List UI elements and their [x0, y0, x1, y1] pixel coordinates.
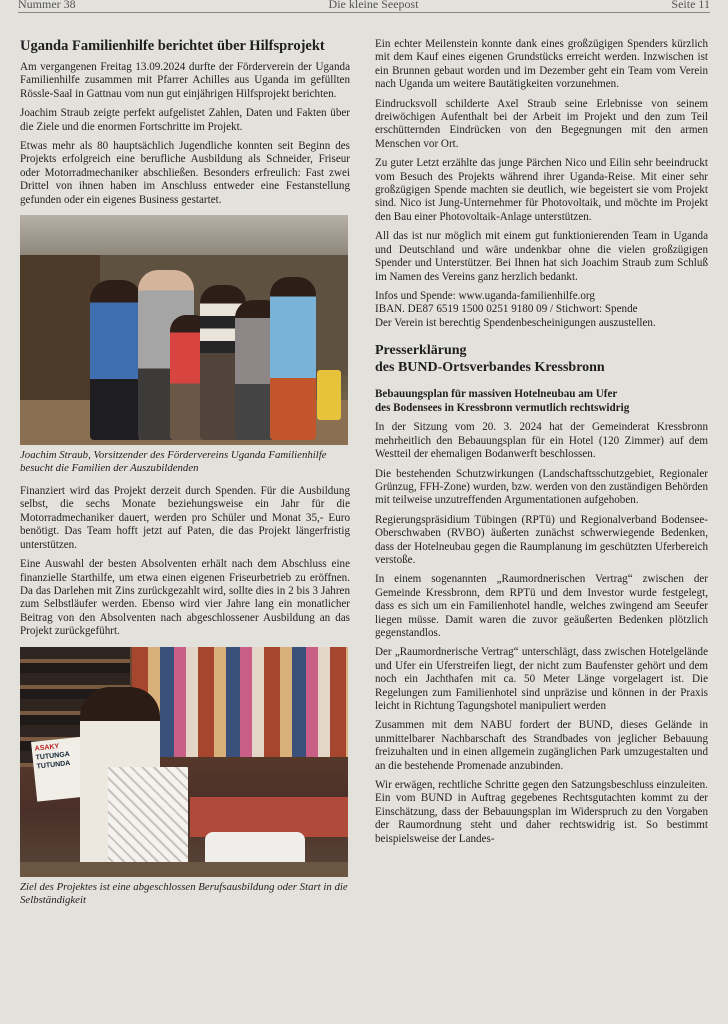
page-number: Seite 11: [671, 0, 710, 11]
sign-text: TUTUNGA: [35, 750, 71, 762]
article-paragraph: Der „Raumordnerische Vertrag“ unterschlägt, dass zwischen Hotelgelände und Ufer ein Uferstreifen liegt, der nicht zum Baufenster gehört und dem noch ein Jachthafen mit ca. 50 Meter Länge vorgelagert ist. Die Regelungen zum Familienhotel sind unpräzise und können in der Praxis leicht in Richtung Tagungshotel manipuliert werden: [375, 646, 708, 713]
press-release-title: [375, 342, 708, 376]
article-paragraph: Eindrucksvoll schilderte Axel Straub seine Erlebnisse von seinem dreiwöchigen Aufenthalt bei der Arbeit im Projekt und den zum Teil erschütternden Eindrücken von den Begegnungen mit den armen Menschen vor Ort.: [375, 97, 708, 150]
photo-tailor-shop: [20, 647, 348, 877]
photo-roof: [20, 215, 348, 255]
publication-title: Die kleine Seepost: [328, 0, 419, 11]
photo-floor: [20, 862, 348, 877]
article-paragraph: Zu guter Letzt erzählte das junge Pärchen Nico und Eilin sehr beeindruckt vom Besuch des Projekts während ihrer Uganda-Reise. Mit einer sehr großzügigen Spende machten sie deutlich, wie begeistert sie vom Projekt sind. Nico ist Jung-Unternehmer für Photovoltaik, und möchte im Projekt den Bau einer Photovoltaik-Anlage unterstützen.: [375, 157, 708, 223]
donation-info-iban: IBAN. DE87 6519 1500 0251 9180 09 / Stichwort: Spende: [375, 303, 638, 316]
subhead-line: Bebauungsplan für massiven Hotelneubau am Ufer: [375, 388, 618, 401]
article-paragraph: Zusammen mit dem NABU fordert der BUND, dieses Gelände in unmittelbarer Nachbarschaft des Strandbades von jeglicher Bebauung freizuhalten und in einen allgemein zugänglichen Park umzugestalten und an die bestehende Promenade anzubinden.: [375, 719, 708, 772]
photo-person: [90, 280, 142, 440]
sign-text: TUTUNDA: [36, 759, 71, 771]
press-release-title-line: des BUND-Ortsverbandes Kressbronn: [375, 360, 605, 376]
photo-caption: Joachim Straub, Vorsitzender des Fördervereins Uganda Familienhilfe besucht die Familien der Auszubildenden: [20, 449, 327, 475]
photo-jerrycan: [317, 370, 341, 420]
article-paragraph: Die bestehenden Schutzwirkungen (Landschaftsschutzgebiet, Regionaler Grünzug, FFH-Zone) wurden, bzw. werden von den zuständigen Behörden mit teilweise unzutreffenden Argumentationen aufgehoben.: [375, 467, 708, 507]
photo-held-fabric: [108, 767, 188, 867]
article-paragraph: Eine Auswahl der besten Absolventen erhält nach dem Abschluss eine finanzielle Starthilfe, um etwa einen eigenen Friseurbetrieb zu eröffnen. Da das Darlehen mit Zins zurückgezahlt wird, sollte dies in 2 bis 3 Jahren zum Selbstläufer werden. Ebenso wird vier Jahre lang ein monatlicher Beitrag von den Absolventen nach abgeschlossener Ausbildung an das Projekt zurückgeführt.: [20, 558, 350, 638]
article-paragraph: Regierungspräsidium Tübingen (RPTü) und Regionalverband Bodensee-Oberschwaben (RVBO) äußerten zunächst schwerwiegende Bedenken, dass der Hotelneubau gegen die Raumplanung im geschützten Uferbereich verstoße.: [375, 513, 708, 566]
article-paragraph: Wir erwägen, rechtliche Schritte gegen den Satzungsbeschluss einzuleiten. Ein vom BUND in Auftrag gegebenes Rechtsgutachten kommt zu der Einschätzung, dass der Bebauungsplan im Widerspruch zu den Vorgaben der Raumordnung steht und daher rechtswidrig ist. So bestimmt beispielsweise der Landes-: [375, 779, 708, 845]
subhead-line: des Bodensees in Kressbronn vermutlich rechtswidrig: [375, 401, 630, 414]
right-column: [375, 38, 708, 1024]
article-paragraph: Joachim Straub zeigte perfekt aufgelistet Zahlen, Daten und Fakten über die Ziele und die enormen Fortschritte im Projekt.: [20, 107, 350, 133]
photo-table: [190, 797, 348, 837]
photo-fabric-rack: [132, 647, 348, 757]
article-paragraph: Finanziert wird das Projekt derzeit durch Spenden. Für die Ausbildung selbst, die sechs Monate beziehungsweise ein Jahr für die Motorradmechaniker dauert, werden pro Schüler und Monat 35,- Euro benötigt. Das Team hofft jetzt auf Paten, die das Projekt längerfristig unterstützen.: [20, 485, 350, 551]
photo-group-visit: [20, 215, 348, 445]
donation-info-website: Infos und Spende: www.uganda-familienhilfe.org: [375, 289, 595, 302]
sign-text: ASAKY: [34, 742, 60, 753]
left-column: [20, 38, 350, 1024]
photo-hut-wall: [20, 255, 100, 405]
article-paragraph: Ein echter Meilenstein konnte dank eines großzügigen Spenders kürzlich mit dem Kauf eines eigenen Grundstücks erreicht werden. Inzwischen ist ein Brunnen gebaut worden und im Dezember geht ein Team vom Verein nach Uganda um weitere Bautätigkeiten vorzunehmen.: [375, 38, 708, 91]
article-paragraph: Am vergangenen Freitag 13.09.2024 durfte der Förderverein der Uganda Familienhilfe zusammen mit Pfarrer Achilles aus Uganda im gefüllten Rössle-Saal in Gattnau vom nun gut einjährigen Hilfsprojekt berichten.: [20, 61, 350, 100]
press-release-subhead: [375, 388, 708, 415]
article-paragraph: All das ist nur möglich mit einem gut funktionierenden Team in Uganda und Deutschland und wäre undenkbar ohne die vielen großzügigen Spender und Unterstützer. Bei Ihnen hat sich Joachim Straub zum Schluß im Namen des Vereins ganz herzlich bedankt.: [375, 230, 708, 283]
article-headline: Uganda Familienhilfe berichtet über Hilfsprojekt: [20, 38, 325, 54]
article-paragraph: Etwas mehr als 80 hauptsächlich Jugendliche konnten seit Beginn des Projekts erfolgreich eine berufliche Ausbildung als Schneider, Friseur oder Motorradmechaniker abschließen. Besonders erfreulich: Fast zwei Drittel von ihnen haben im Anschluss entweder eine Festanstellung gefunden oder ein eigenes Business gestartet.: [20, 140, 350, 206]
issue-number: Nummer 38: [18, 0, 76, 11]
article-paragraph: In einem sogenannten „Raumordnerischen Vertrag“ zwischen der Gemeinde Kressbronn, dem RPTü und dem Investor wurde festgelegt, dass es sich um ein Familienhotel handle, welches zwingend am Seeufer liegen müsse. Damit waren die zuvor geäußerten Bedenken plötzlich gegenstandlos.: [375, 573, 708, 639]
page-header: [18, 0, 710, 13]
press-release-title-line: Presserklärung: [375, 343, 467, 359]
article-paragraph: In der Sitzung vom 20. 3. 2024 hat der Gemeinderat Kressbronn mehrheitlich den Bebauungsplan für ein Hotel (120 Zimmer) auf dem Westteil der ehemaligen Bodanwerft beschlossen.: [375, 421, 708, 461]
donation-info-receipts: Der Verein ist berechtig Spendenbescheinigungen auszustellen.: [375, 316, 656, 329]
photo-person: [270, 277, 316, 440]
photo-caption: Ziel des Projektes ist eine abgeschlossen Berufsausbildung oder Start in die Selbständigkeit: [20, 880, 348, 906]
